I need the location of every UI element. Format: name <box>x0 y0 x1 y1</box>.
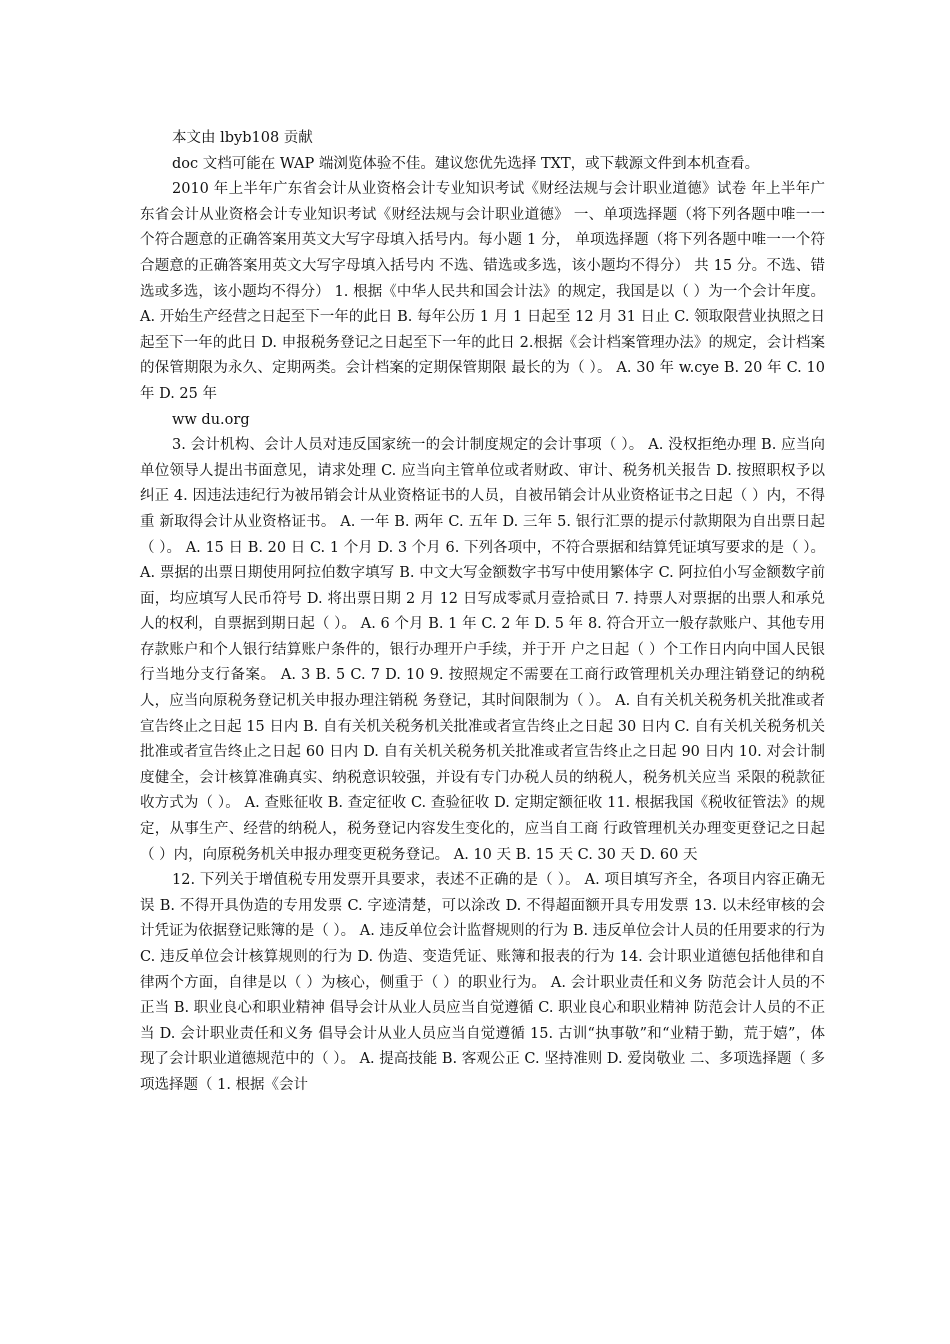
exam-paragraph-2: 3. 会计机构、会计人员对违反国家统一的会计制度规定的会计事项（ ）。 A. 没权拒绝办理 B. 应当向单位领导人提出书面意见，请求处理 C. 应当向主管单位或者财政、审计、税务机关报告 D. 按照职权予以纠正 4. 因违法违纪行为被吊销会计从业资格证书的人员，自被吊销会计从业资格证书之日起（ ）内，不得重 新取得会计从业资格证书。 A. 一年 B. 两年 C. 五年 D. 三年 5. 银行汇票的提示付款期限为自出票日起（ ）。 A. 15 日 B. 20 日 C. 1 个月 D. 3 个月 6. 下列各项中，不符合票据和结算凭证填写要求的是（ ）。 A. 票据的出票日期使用阿拉伯数字填写 B. 中文大写金额数字书写中使用繁体字 C. 阿拉伯小写金额数字前面，均应填写人民币符号 D. 将出票日期 2 月 12 日写成零贰月壹拾贰日 7. 持票人对票据的出票人和承兑人的权利，自票据到期日起（ ）。 A. 6 个月 B. 1 年 C. 2 年 D. 5 年 8. 符合开立一般存款账户、其他专用存款账户和个人银行结算账户条件的，银行办理开户手续，并于开 户之日起（ ）个工作日内向中国人民银行当地分支行备案。 A. 3 B. 5 C. 7 D. 10 9. 按照规定不需要在工商行政管理机关办理注销登记的纳税人，应当向原税务登记机关申报办理注销税 务登记，其时间限制为（ ）。 A. 自有关机关税务机关批准或者宣告终止之日起 15 日内 B. 自有关机关税务机关批准或者宣告终止之日起 30 日内 C. 自有关机关税务机关批准或者宣告终止之日起 60 日内 D. 自有关机关税务机关批准或者宣告终止之日起 90 日内 10. 对会计制度健全，会计核算准确真实、纳税意识较强，并设有专门办税人员的纳税人，税务机关应当 采限的税款征收方式为（ ）。 A. 查账征收 B. 查定征收 C. 查验征收 D. 定期定额征收 11. 根据我国《税收征管法》的规定，从事生产、经营的纳税人，税务登记内容发生变化的，应当自工商 行政管理机关办理变更登记之日起（ ）内，向原税务机关申报办理变更税务登记。 A. 10 天 B. 15 天 C. 30 天 D. 60 天 <box>140 437 825 863</box>
contributor-line: 本文由 lbyb108 贡献 <box>172 130 313 146</box>
format-notice: doc 文档可能在 WAP 端浏览体验不佳。建议您优先选择 TXT，或下载源文件到本机查看。 <box>172 155 760 172</box>
exam-paragraph-1: 2010 年上半年广东省会计从业资格会计专业知识考试《财经法规与会计职业道德》试卷 年上半年广东省会计从业资格会计专业知识考试《财经法规与会计职业道德》 一、单项选择题（将下列各题中唯一一个符合题意的正确答案用英文大写字母填入括号内。每小题 1 分， 单项选择题（将下列各题中唯一一个符合题意的正确答案用英文大写字母填入括号内 不选、错选或多选，该小题均不得分） 共 15 分。不选、错选或多选，该小题均不得分） 1. 根据《中华人民共和国会计法》的规定，我国是以（ ）为一个会计年度。 A. 开始生产经营之日起至下一年的此日 B. 每年公历 1 月 1 日起至 12 月 31 日止 C. 领取限营业执照之日起至下一年的此日 D. 申报税务登记之日起至下一年的此日 2.根据《会计档案管理办法》的规定，会计档案的保管期限为永久、定期两类。会计档案的定期保管期限 最长的为（ ）。 A. 30 年 w.cye B. 20 年 C. 10 年 D. 25 年 <box>140 181 825 402</box>
exam-paragraph-3: 12. 下列关于增值税专用发票开具要求，表述不正确的是（ ）。 A. 项目填写齐全，各项目内容正确无误 B. 不得开具伪造的专用发票 C. 字迹清楚，可以涂改 D. 不得超面额开具专用发票 13. 以未经审核的会计凭证为依据登记账簿的是（ ）。 A. 违反单位会计监督规则的行为 B. 违反单位会计人员的任用要求的行为 C. 违反单位会计核算规则的行为 D. 伪造、变造凭证、账簿和报表的行为 14. 会计职业道德包括他律和自律两个方面，自律是以（ ）为核心，侧重于（ ）的职业行为。 A. 会计职业责任和义务 防范会计人员的不正当 B. 职业良心和职业精神 倡导会计从业人员应当自觉遵循 C. 职业良心和职业精神 防范会计人员的不正当 D. 会计职业责任和义务 倡导会计从业人员应当自觉遵循 15. 古训“执事敬”和“业精于勤，荒于嬉”，体现了会计职业道德规范中的（ ）。 A. 提高技能 B. 客观公正 C. 坚持准则 D. 爱岗敬业 二、多项选择题（ 多项选择题（ 1. 根据《会计 <box>140 872 825 1093</box>
watermark-line: ww du.org <box>172 411 250 428</box>
document-page <box>140 126 825 1099</box>
